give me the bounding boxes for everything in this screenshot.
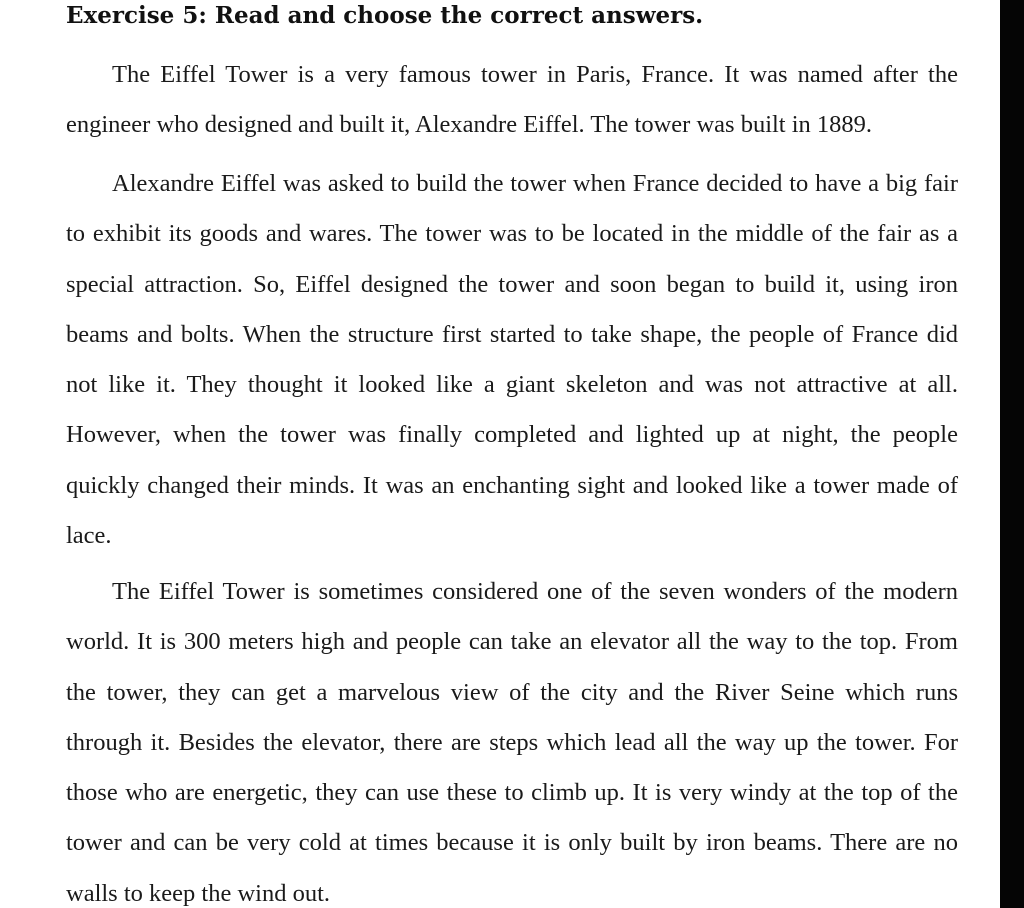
paragraph-2: Alexandre Eiffel was asked to build the tower when France decided to have a big fair to exhibit its goods and wares. The tower was to be located in the middle of the fair as a special attraction. So, Eiffel designed the tower and soon began to build it, using iron beams and bolts. When the structure first started to take shape, the people of France did not like it. They thought it looked like a giant skeleton and was not attractive at all. However, when the tower was finally completed and lighted up at night, the people quickly changed their minds. It was an enchanting sight and looked like a tower made of lace.: [66, 170, 958, 550]
exercise-title: Exercise 5: Read and choose the correct answers.: [66, 2, 704, 29]
paragraph-1: The Eiffel Tower is a very famous tower in Paris, France. It was named after the engineer who designed and built it, Alexandre Eiffel. The tower was built in 1889.: [66, 61, 958, 139]
page-edge-shadow: [1000, 0, 1024, 908]
paragraph-3: The Eiffel Tower is sometimes considered one of the seven wonders of the modern world. It is 300 meters high and people can take an elevator all the way to the top. From the tower, they can get a marvelous view of the city and the River Seine which runs through it. Besides the elevator, there are steps which lead all the way up the tower. For those who are energetic, they can use these to climb up. It is very windy at the top of the tower and can be very cold at times because it is only built by iron beams. There are no walls to keep the wind out.: [66, 578, 958, 907]
